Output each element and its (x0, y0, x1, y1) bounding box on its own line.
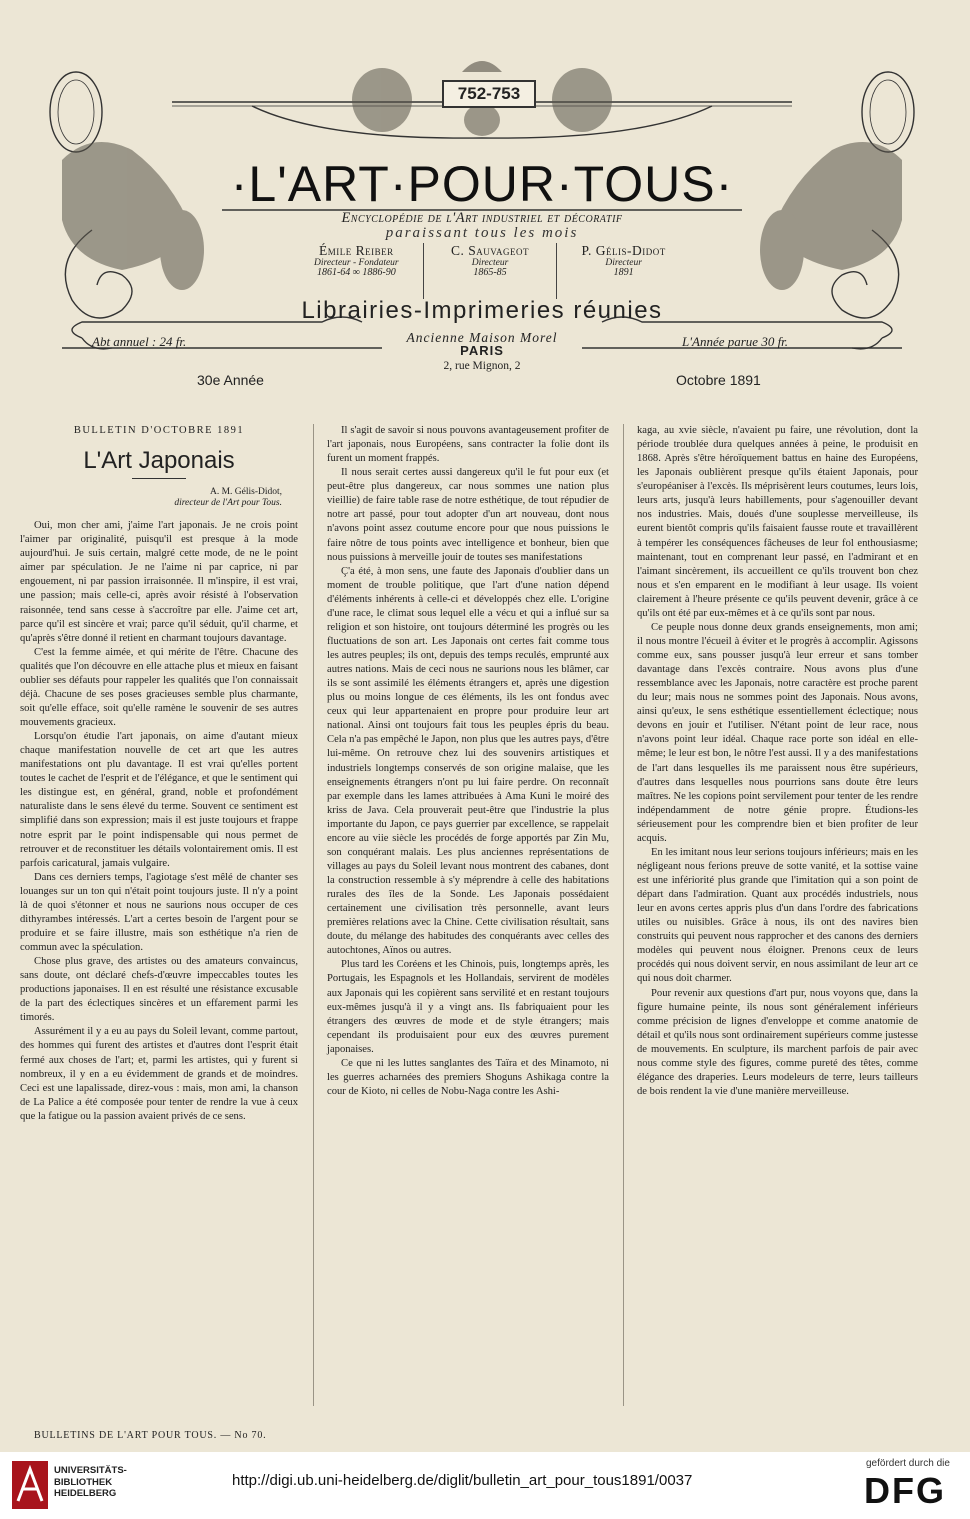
city: PARIS (460, 343, 504, 358)
paragraph: C'est la femme aimée, et qui mérite de l'être. Chacune des qualités que l'on découvre en elle attache plus et mieux en faisant oublier ses défauts pour rappeler les qualités que l'on connaissait déjà. Chacune de ses poses gracieuses semble plus charmante, soit qu'elle efface, soit qu'elle ramène le souvenir de ses autres mouvements gracieux. (20, 646, 298, 728)
paragraph: Assurément il y a eu au pays du Soleil levant, comme partout, des hommes qui furent des artistes et d'autres dont l'esprit était fermé aux choses de l'art; et, parmi les artistes, qui y furent si nombreux, il y en a eu évidemment de grands et de moindres. Ceci est une lapalissade, direz-vous : mais, mon ami, la chanson de La Palice a été composée pour tenter de rendre la vue à ceux que la fatigue ou la passion avaient privés de ce sens. (20, 1026, 298, 1122)
edition-date: Octobre 1891 (676, 372, 761, 388)
bulletin-footer: BULLETINS DE L'ART POUR TOUS. — No 70. (34, 1430, 267, 1441)
dfg-logo: DFG (864, 1470, 946, 1511)
publisher: Librairies-Imprimeries réunies (301, 297, 663, 324)
column-rule (313, 424, 314, 1406)
director-years: 1865-85 (473, 267, 507, 278)
masthead (22, 50, 944, 380)
director-gelis-didot (556, 243, 690, 299)
paragraph: Ç'a été, à mon sens, une faute des Japonais d'oublier dans un moment de trouble politique, que l'art d'une nation dépend d'éléments inhérents à celle-ci et développés chez elle. L'origine d'une race, le climat sous lequel elle a vécu et qui a influé sur sa religion et son histoire, ont toujours déterminé les progrès ou les fluctuations de son art. Les Japonais ont certes fait comme tous les autres peuples; ils ont, depuis des temps reculés, emprunté aux autres nations. Mais de ceci nous ne saurions nous les blâmer, car ils se sont assimilé les éléments étrangers et, après une digestion plus ou moins longue de ces éléments, ils les ont fondus avec ceux qui leur appartenaient en propre pour produire leur art national. Ainsi ont toujours fait tous les peuples épris du beau. Cela n'a pas empêché le Japon, non plus que les autres pays, d'être lui-même. On retrouve chez lui des souvenirs artistiques et industriels longtemps conservés de son origine malaise, que les enseignements étrangers n'ont pu lui faire perdre. On reconnaît par exemple dans les lames attribuées à Ama Kuni le moiré des kriss de Java. Cela prouverait peut-être que l'industrie la plus importante du Japon, ce pays guerrier par excellence, se rappelait encore au viie siècle les procédés de forge apportés par Zin Mu, son conquérant malais. Les plus anciennes représentations de villages au pays du Soleil levant nous montrent des cabanes, dont la construction ressemble à s'y méprendre à celle des habitations rurales des îles de la Sonde. Les Japonais possédaient certainement une civilisation très personnelle, avant leurs premières relations avec la Chine. Cette civilisation résultait, sans doute, du mélange des habitudes des conquérants avec celles des autochtones, Aïnos ou autres. (327, 565, 609, 957)
director-reiber (290, 243, 423, 299)
issue-number: 752-753 (442, 80, 536, 108)
paragraph: Il s'agit de savoir si nous pouvons avantageusement profiter de l'art japonais, nous Européens, sans contracter la folie dont ils furent un moment frappés. (327, 425, 609, 465)
paragraph: Plus tard les Coréens et les Chinois, puis, longtemps après, les Portugais, les Espagnols et les Hollandais, servirent de modèles aux Japonais qui les copièrent sans servilité et en restant toujours eux-mêmes jusqu'à il y a vingt ans. Ils fabriquaient pour les étrangers des œuvres de mode et de style étrangers; mais cependant ils produisaient pour eux des œuvres purement japonaises. (327, 959, 609, 1055)
director-role: Directeur (471, 258, 509, 268)
university-name-line: BIBLIOTHEK (54, 1476, 113, 1488)
bulletin-heading: BULLETIN D'OCTOBRE 1891 (73, 425, 245, 436)
university-name-line: HEIDELBERG (54, 1488, 117, 1499)
annual-price: L'Année parue 30 fr. (682, 334, 789, 349)
paragraph: Ce que ni les luttes sanglantes des Taïra et des Minamoto, ni les guerres acharnées des premiers Shoguns Ashikaga contre la cour de Kioto, ni celles de Nobu-Naga contre les Ashi- (327, 1057, 609, 1097)
title-rule (132, 478, 186, 479)
director-years: 1891 (613, 267, 634, 278)
paragraph: Il nous serait certes aussi dangereux qu'il le fut pour eux (et peut-être plus dangereux, car nous sommes une nation plus vieillie) de faire table rase de notre esthétique, de tout répudier de notre art passé, pour tout adopter d'un art nouveau, dont nous n'avons point assez coutume encore pour que nous puissions le faire nôtre de tous points avec intelligence et bonheur, bien que nous puissions à merveille jouir de toutes ses manifestations (327, 467, 609, 563)
director-name: P. Gélis-Didot (581, 243, 666, 258)
source-url-link[interactable]: http://digi.ub.uni-heidelberg.de/diglit/bulletin_art_pour_tous1891/0037 (232, 1472, 693, 1489)
paragraph: En les imitant nous leur serions toujours inférieurs; mais en les négligeant nous ferions preuve de sotte vanité, et la sottise vaine est une infériorité plus grande que l'imitation qui a son point de départ dans l'admiration. Quant aux procédés industriels, nous leur en avons certes appris plus d'un dans l'ordre des fabrications utiles ou nuisibles. Grâce à nous, ils ont des navires bien construits qui peuvent nous rapprocher et des canons des derniers modèles qui peuvent nous éloigner. Prenons ceux de leurs procédés qui nous doivent servir, en nous assimilant de leur art ce qui nous doit charmer. (637, 846, 918, 985)
column-3 (637, 424, 918, 1099)
journal-tagline: paraissant tous les mois (385, 225, 579, 241)
edition-year: 30e Année (197, 372, 264, 388)
ancienne-maison: Ancienne Maison Morel (406, 330, 558, 345)
subscription-price: Abt annuel : 24 fr. (92, 334, 187, 349)
column-2 (327, 424, 609, 1099)
journal-title: ·L'ART·POUR·TOUS· (230, 156, 734, 212)
author-name: A. M. Gélis-Didot, (209, 487, 282, 498)
directors (290, 243, 690, 299)
funder-label: gefördert durch die (866, 1458, 950, 1469)
paragraph: kaga, au xvie siècle, n'avaient pu faire, une révolution, dont la période troublée dura quelques années à peine, le produisit en 1868. Après s'être héroïquement battus en haine des Européens, les Japonais oublièrent presque qu'ils étaient Japonais, pour s'européaniser à l'excès. Ils méprisèrent leurs coutumes, leurs lois, leurs arts, jusqu'à leurs habillements, pour s'agenouiller devant nos industries. Mais, doués d'une souplesse merveilleuse, ils eurent bientôt compris qu'ils faisaient fausse route et travaillèrent à tempérer les conséquences fâcheuses de leur fol enthousiasme; maintenant, tout en comprenant leur passé, en l'admirant et en l'aimant sincèrement, ils accueillent ce qu'ils trouvent bon chez nous et s'en emparent en le modifiant à leur usage. Ils voient clairement à l'heure présente ce qu'ils peuvent devenir, grâce à ce qu'ils ont été par eux-mêmes et à ce qu'ils sont par nous. (637, 425, 918, 619)
author-affiliation: directeur de l'Art pour Tous. (174, 498, 282, 509)
paragraph: Chose plus grave, des artistes ou des amateurs convaincus, sans doute, ont déclaré chefs-d'œuvre impeccables toutes les productions japonaises. Il en est résulté une résistance excusable de la part des éclectiques sincères et un effarement parmi les timorés. (20, 956, 298, 1024)
paragraph: Pour revenir aux questions d'art pur, nous voyons que, dans la figure humaine peinte, ils nous sont généralement inférieurs comme précision de lignes d'enveloppe et comme anatomie de détail et qu'ils nous sont ordinairement supérieurs comme justesse de mouvements. En sculpture, ils marchent parfois de pair avec nous comme style des figures, comme pureté des têtes, comme élégance des draperies. Leurs modeleurs de terre, leurs tailleurs de bois rendent la vie d'une manière merveilleuse. (637, 987, 918, 1097)
author-block (20, 487, 298, 509)
director-role: Directeur (605, 258, 642, 268)
paragraph: Lorsqu'on étudie l'art japonais, on aime d'autant mieux chaque manifestation nouvelle de cet art que les autres manifestations ont plu davantage. Il est vrai qu'elles portent toutes le cachet de l'esprit et de l'élégance, et que le sentiment qui les distingue est, en général, grand, noble et profondément naturaliste dans le sens élevé du terme. Souvent ce sentiment est simplifié dans son expression; mais il est juste toujours et frappe notre esprit par le point indispensable qui nous permet de retrouver et de reconstituer les détails volontairement omis. Il est parfois caricatural, jamais vulgaire. (20, 731, 298, 869)
director-role: Directeur - Fondateur (314, 258, 399, 268)
column-rule (623, 424, 624, 1406)
university-name (54, 1465, 127, 1500)
journal-subtitle: Encyclopédie de l'Art industriel et décoratif (341, 210, 623, 226)
paragraph: Dans ces derniers temps, l'agiotage s'est mêlé de chanter ses louanges sur un ton qui n'était point toujours juste. Il n'y a point là de quoi s'étonner et nous ne saurions nous occuper de ces dithyrambes intéressés. L'art a certes besoin de l'argent pour se produire et se faire illustre, mais son esthétique n'a rien de commun avec la spéculation. (20, 871, 298, 953)
director-sauvageot (423, 243, 557, 299)
paragraph: Oui, mon cher ami, j'aime l'art japonais. Je ne crois point l'aimer par originalité, puisqu'il est presque à la mode aujourd'hui. Je suis certain, malgré cette mode, de ne le point aimer par spéculation. Je ne l'aime ni par caprice, ni par engouement, ni par passion irraisonnée. Il m'inspire, il est vrai, une passion; mais celle-ci, après avoir résisté à l'observation raisonnée, tend sans cesse à s'accroître par elle. J'aime cet art, parce qu'il est sincère et vrai; parce qu'il séduit, qu'il charme, et qu'après s'être donné il retient en charmant toujours davantage. (20, 520, 298, 644)
address: 2, rue Mignon, 2 (443, 360, 521, 372)
university-logo-icon (12, 1461, 48, 1509)
director-name: C. Sauvageot (450, 243, 530, 258)
article-title: L'Art Japonais (83, 447, 235, 475)
director-years: 1861-64 ∞ 1886-90 (316, 267, 396, 278)
paragraph: Ce peuple nous donne deux grands enseignements, mon ami; il nous montre l'écueil à éviter et le progrès à accomplir. Agissons comme eux, sans pousser jusqu'à leur erreur et sans tomber davantage dans l'excès contraire. Nous avons plus d'une ressemblance avec les Japonais, notre caractère est proche parent du leur; mais nous ne sommes point des Japonais. Nous avons, ainsi qu'eux, le sens esthétique essentiellement éclectique; nous devons en jouir et l'utiliser. N'étant point de leur race, nous n'avons point leur idéal. Chaque race porte son idéal en elle-même; le leur est bon, le nôtre l'est aussi. Il y a des manifestations de l'art dans lesquelles ils me paraissent nous être supérieurs, d'autres dans lesquelles nous pourrions sans doute être leurs maîtres. Ne les copions point servilement pour tenter de les rendre indépendamment de notre génie propre. Étudions-les sérieusement pour les comprendre bien et bien profiter de leur acquis. (637, 621, 918, 844)
university-name-line: UNIVERSITÄTS- (54, 1465, 127, 1476)
shell-ornament (462, 61, 502, 72)
director-name: Émile Reiber (319, 243, 394, 258)
digitization-bar (0, 1452, 970, 1519)
column-1 (20, 424, 298, 1124)
